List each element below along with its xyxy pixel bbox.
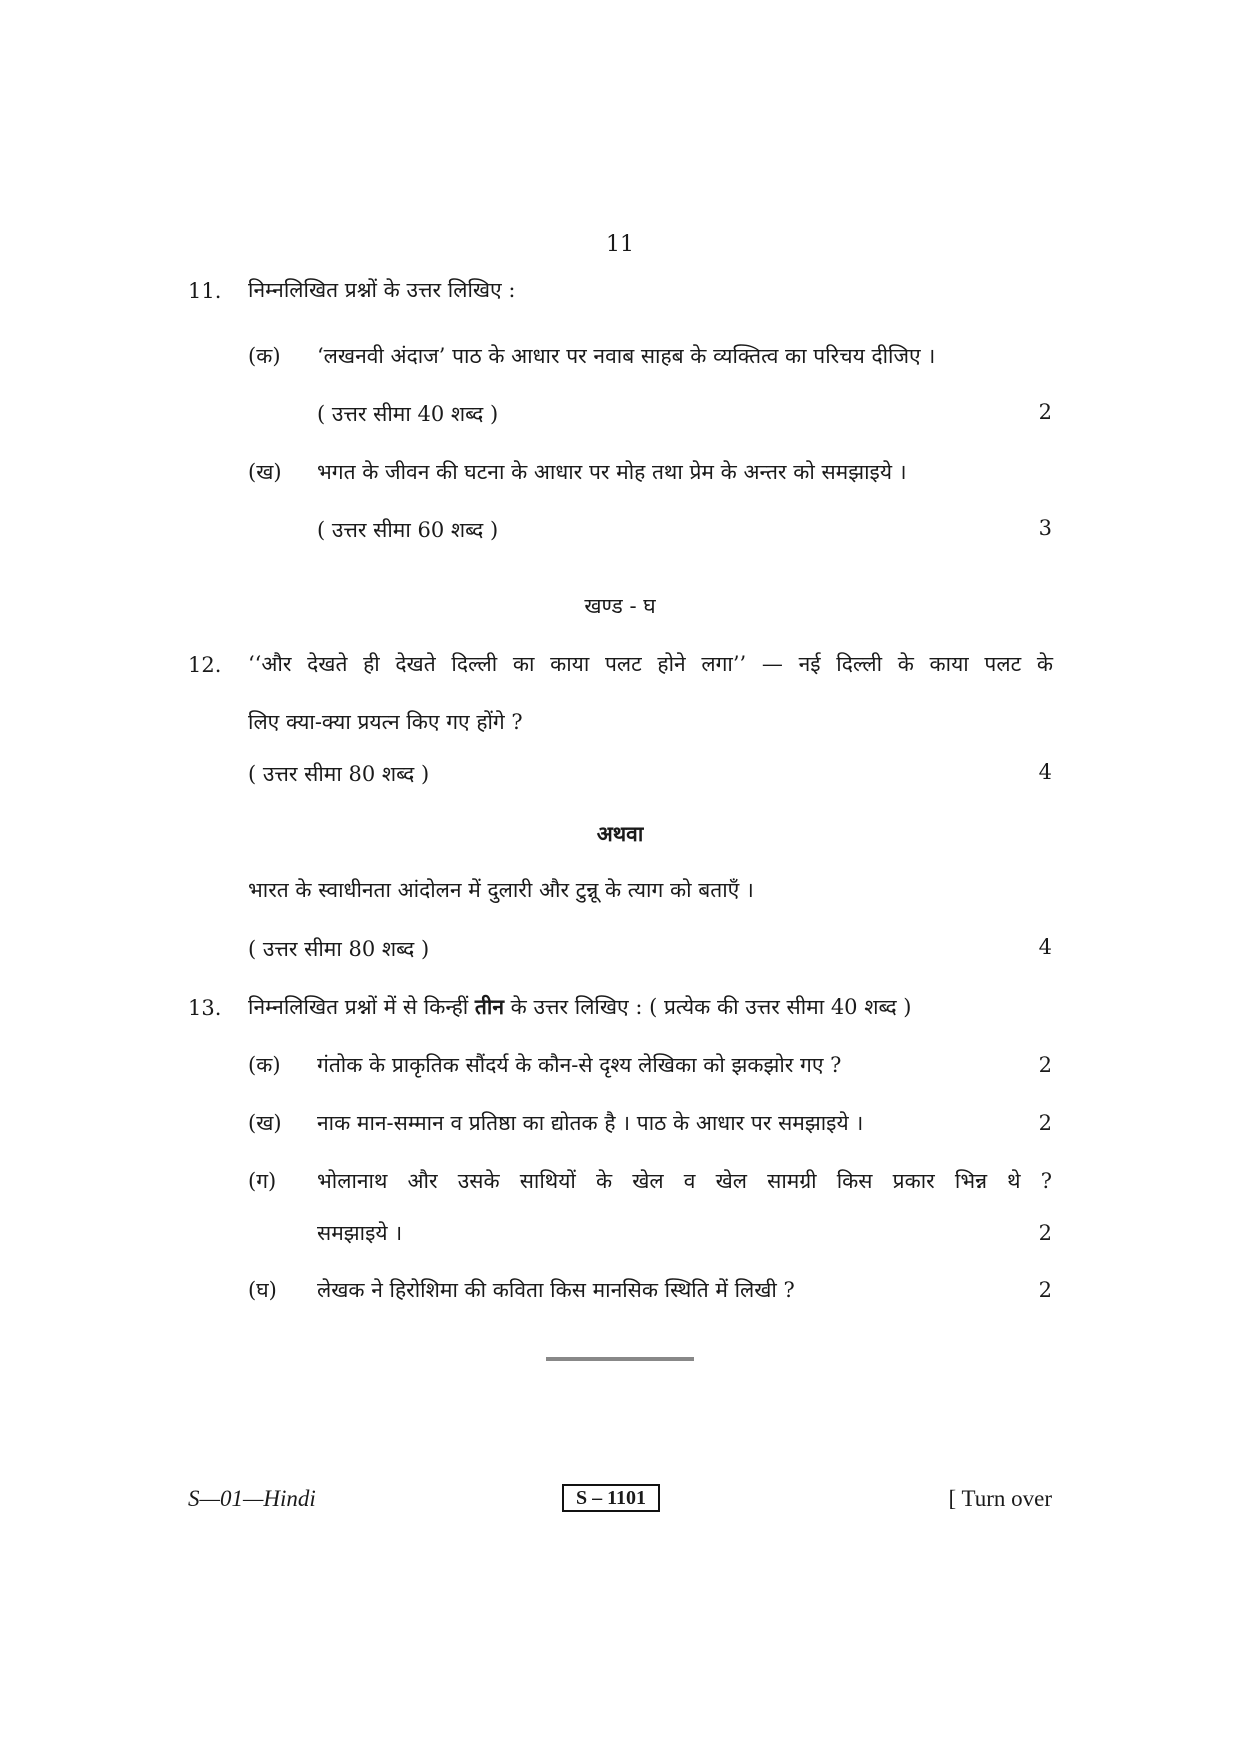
q12-alt-text: भारत के स्वाधीनता आंदोलन में दुलारी और टुन्नू के त्याग को बताएँ । [248,878,754,902]
q12-marks: 4 [1038,760,1052,784]
q13-text [248,993,912,1021]
q11b-text: भगत के जीवन की घटना के आधार पर मोह तथा प्रेम के अन्तर को समझाइये । [317,460,907,484]
q13-number: 13. [188,996,222,1020]
q11-number: 11. [188,279,222,303]
q13b-label: (ख) [248,1111,282,1135]
footer-paper-code: S – 1101 [562,1484,660,1512]
q13a-text: गंतोक के प्राकृतिक सौंदर्य के कौन-से दृश्य लेखिका को झकझोर गए ? [317,1053,842,1077]
footer-subject-code: S—01—Hindi [188,1486,316,1511]
q13a-marks: 2 [1038,1053,1052,1077]
q13-text-after: के उत्तर लिखिए : ( प्रत्येक की उत्तर सीमा 40 शब्द ) [510,995,912,1019]
q12-alt-marks: 4 [1038,935,1052,959]
q13c-marks: 2 [1038,1221,1052,1245]
q13d-label: (घ) [248,1278,277,1302]
q11b-label: (ख) [248,460,282,484]
q13b-text: नाक मान-सम्मान व प्रतिष्ठा का द्योतक है । पाठ के आधार पर समझाइये । [317,1111,864,1135]
q13c-text-line1: भोलानाथ और उसके साथियों के खेल व खेल सामग्री किस प्रकार भिन्न थे ? [317,1169,1052,1193]
section-heading: खण्ड - घ [584,594,656,618]
q13d-text: लेखक ने हिरोशिमा की कविता किस मानसिक स्थिति में लिखी ? [317,1278,795,1302]
q12-number: 12. [188,653,222,677]
q13-text-before: निम्नलिखित प्रश्नों में से किन्हीं [248,995,469,1019]
q13c-label: (ग) [248,1169,277,1193]
q11a-text: ‘लखनवी अंदाज’ पाठ के आधार पर नवाब साहब के व्यक्तित्व का परिचय दीजिए । [317,344,936,368]
q12-alt-limit: ( उत्तर सीमा 80 शब्द ) [248,937,430,961]
q12-limit: ( उत्तर सीमा 80 शब्द ) [248,762,430,786]
end-rule [546,1357,694,1361]
q11a-label: (क) [248,344,281,368]
q13-text-bold: तीन [474,994,504,1019]
footer-turn-over: [ Turn over [948,1486,1052,1511]
q11b-marks: 3 [1038,516,1052,540]
q13b-marks: 2 [1038,1111,1052,1135]
q13c-text-line2: समझाइये । [317,1221,403,1245]
q11-text: निम्नलिखित प्रश्नों के उत्तर लिखिए : [248,278,516,302]
q13d-marks: 2 [1038,1278,1052,1302]
q12-text-line1: ‘‘और देखते ही देखते दिल्ली का काया पलट होने लगा’’ — नई दिल्ली के काया पलट के [248,652,1053,676]
q11a-limit: ( उत्तर सीमा 40 शब्द ) [317,402,499,426]
page-number: 11 [606,232,634,257]
q12-text-line2: लिए क्या-क्या प्रयत्न किए गए होंगे ? [248,710,523,734]
q13a-label: (क) [248,1053,281,1077]
q11b-limit: ( उत्तर सीमा 60 शब्द ) [317,518,499,542]
or-label: अथवा [596,821,644,846]
q11a-marks: 2 [1038,400,1052,424]
